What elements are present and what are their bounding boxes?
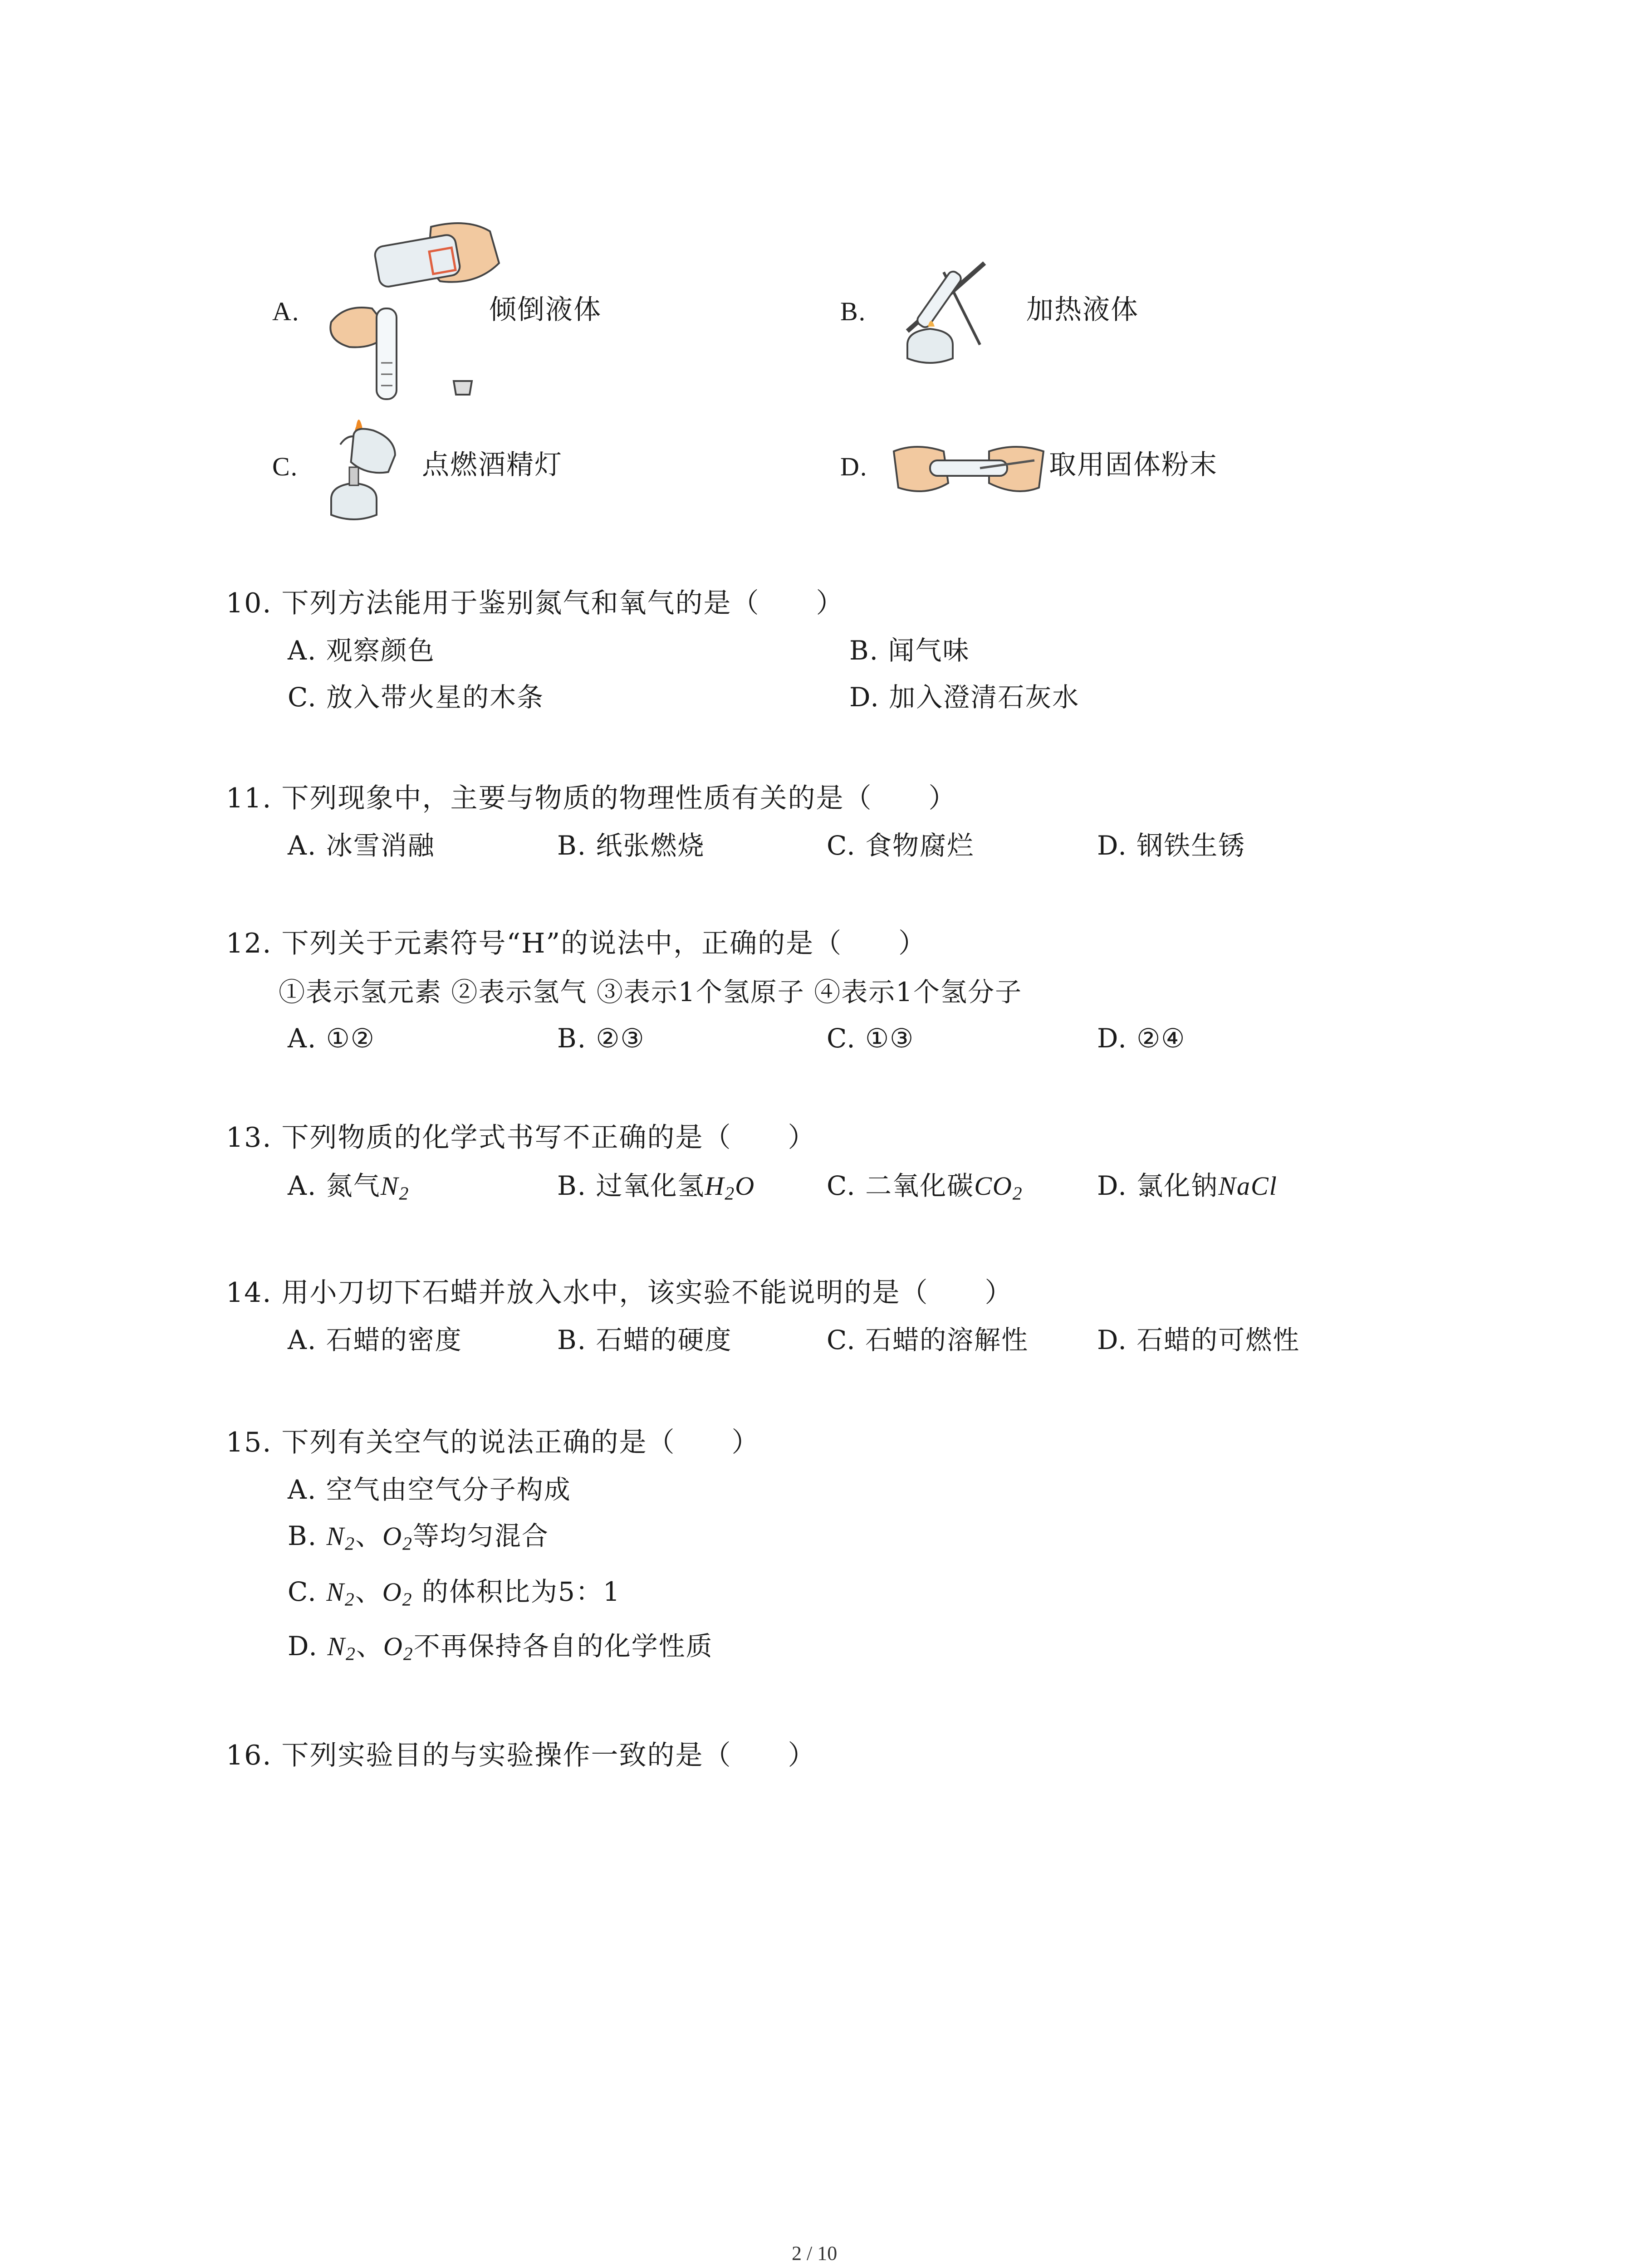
q15-stem: 15. 下列有关空气的说法正确的是（ ） [226,1427,760,1458]
q9-option-a-label: 倾倒液体 [489,294,602,326]
q14-option-b: B. 石蜡的硬度 [557,1325,732,1355]
q11-option-b: B. 纸张燃烧 [557,830,705,861]
q12-option-b: B. ②③ [557,1023,645,1054]
q15-option-d: D. $N_2$、$O_2$不再保持各自的化学性质 [288,1631,713,1665]
q11-stem: 11. 下列现象中，主要与物质的物理性质有关的是（ ） [226,782,957,814]
pour-liquid-illustration [318,213,508,408]
q13-option-a: A. 氮气$N_2$ [288,1170,410,1204]
q11-option-c: C. 食物腐烂 [827,830,975,861]
q9-option-b-letter: B. [840,297,867,326]
q9-option-d-label: 取用固体粉末 [1049,449,1218,481]
q13-option-c: C. 二氧化碳$CO_2$ [827,1170,1023,1204]
q12-option-c: C. ①③ [827,1023,915,1054]
q10-option-b: B. 闻气味 [849,635,970,666]
q10-option-c: C. 放入带火星的木条 [288,682,544,713]
q14-option-a: A. 石蜡的密度 [288,1325,462,1355]
q13-option-b-formula: $H_2O$ [705,1171,755,1204]
q9-option-a-letter: A. [272,297,300,326]
q12-option-d: D. ②④ [1097,1023,1186,1054]
q10-stem: 10. 下列方法能用于鉴别氮气和氧气的是（ ） [226,587,844,619]
q13-option-a-formula: $N_2$ [380,1171,410,1204]
take-solid-powder-illustration [889,433,1048,501]
q10-option-d: D. 加入澄清石灰水 [849,682,1080,713]
q9-option-c-letter: C. [272,452,299,481]
q13-option-d: D. 氯化钠NaCl [1097,1170,1278,1201]
q9-option-b-label: 加热液体 [1026,294,1139,326]
q15-option-c: C. $N_2$、$O_2$ 的体积比为5：1 [288,1576,621,1610]
q9-option-d-letter: D. [840,452,868,481]
q15-option-a: A. 空气由空气分子构成 [288,1474,571,1505]
q13-stem: 13. 下列物质的化学式书写不正确的是（ ） [226,1122,816,1154]
q14-option-d: D. 石蜡的可燃性 [1097,1325,1300,1355]
q12-stem: 12. 下列关于元素符号“H”的说法中，正确的是（ ） [226,928,927,959]
q14-stem: 14. 用小刀切下石蜡并放入水中，该实验不能说明的是（ ） [226,1277,1013,1309]
q9-option-c-label: 点燃酒精灯 [422,449,563,481]
q13-option-b: B. 过氧化氢$H_2O$ [557,1170,755,1204]
q16-stem: 16. 下列实验目的与实验操作一致的是（ ） [226,1740,816,1771]
q11-option-a: A. 冰雪消融 [288,830,435,861]
page-number: 2 / 10 [792,2242,838,2264]
q12-statements: ①表示氢元素 ②表示氢气 ③表示1个氢原子 ④表示1个氢分子 [279,977,1023,1007]
q13-option-d-formula: NaCl [1218,1171,1278,1201]
heat-liquid-illustration [889,254,1007,376]
q13-option-c-formula: $CO_2$ [974,1171,1023,1204]
q10-option-a: A. 观察颜色 [288,635,435,666]
q11-option-d: D. 钢铁生锈 [1097,830,1246,861]
q14-option-c: C. 石蜡的溶解性 [827,1325,1029,1355]
q15-option-b: B. $N_2$、$O_2$等均匀混合 [288,1520,549,1554]
q12-option-a: A. ①② [288,1023,375,1054]
light-alcohol-lamp-illustration [313,413,431,531]
